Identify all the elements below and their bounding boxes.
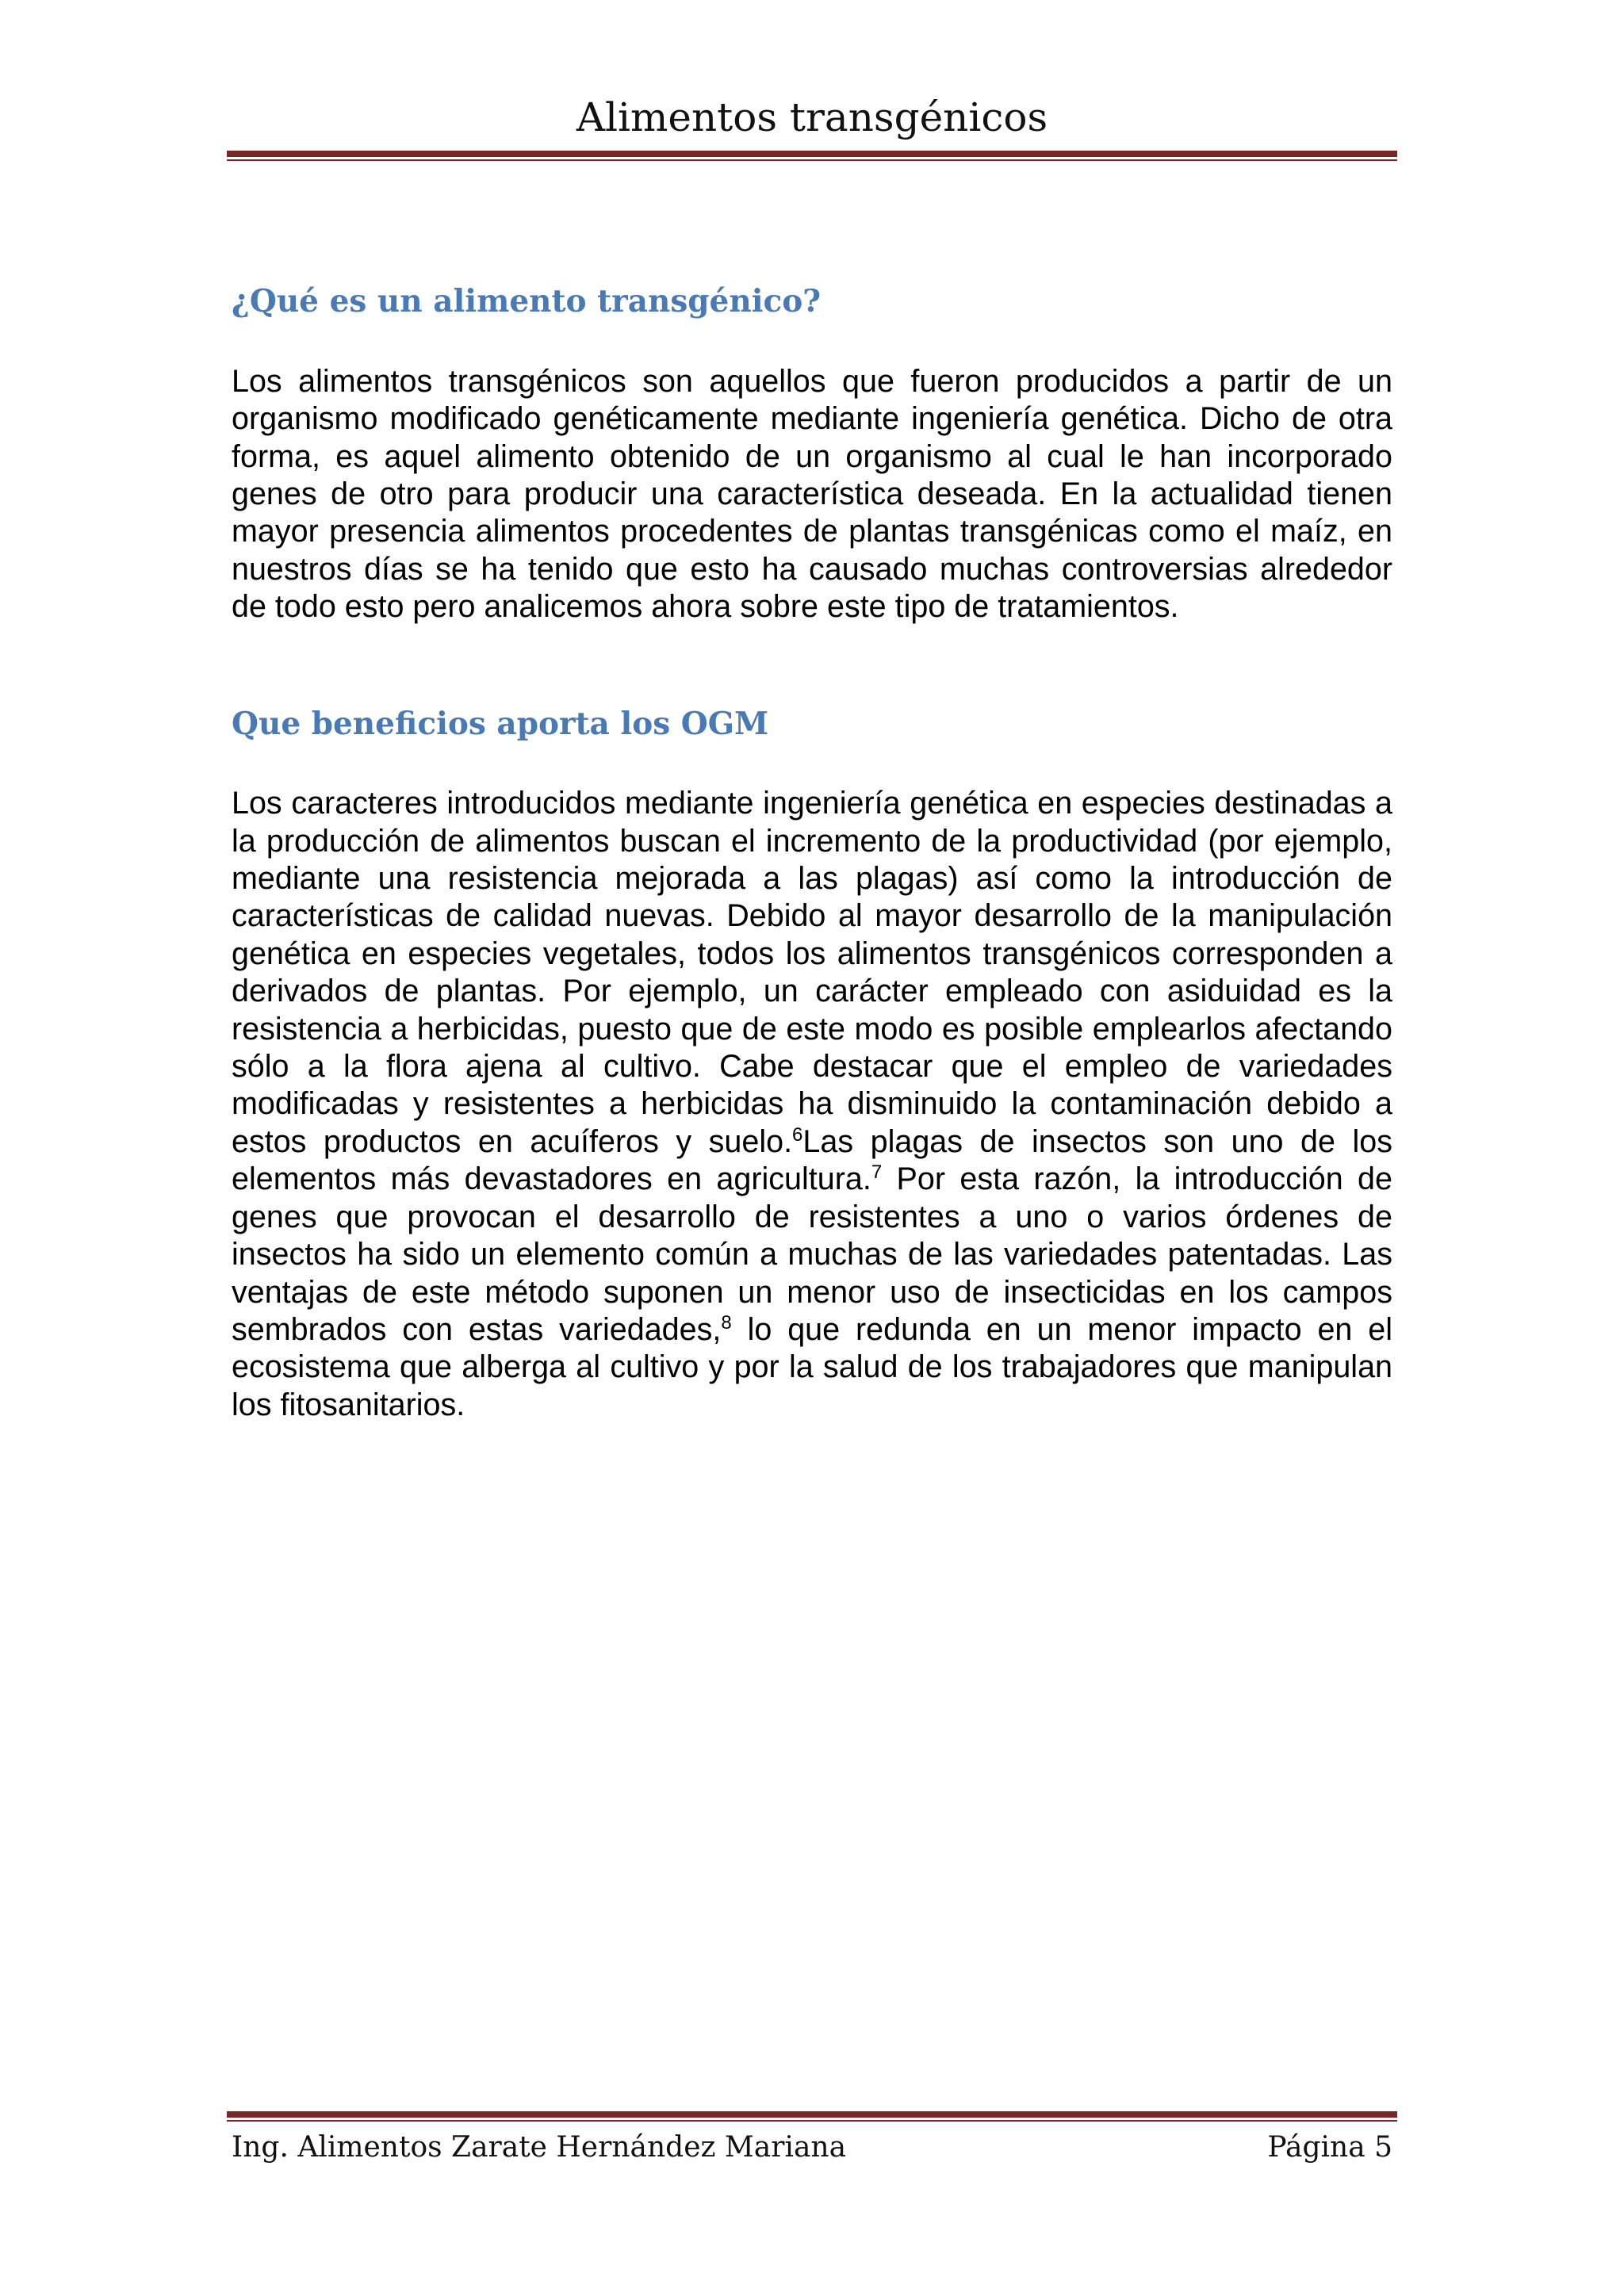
- section-heading: ¿Qué es un alimento transgénico?: [232, 283, 822, 320]
- header-title: Alimentos transgénicos: [576, 94, 1048, 140]
- footnote-ref[interactable]: 7: [871, 1161, 883, 1184]
- paragraph-text: Las plagas de insectos son uno de los elementos más devastadores en agricultura.: [232, 1123, 1392, 1197]
- section-paragraph: Los alimentos transgénicos son aquellos que fueron producidos a partir de un organismo modificado genéticamente mediante ingeniería genética. Dicho de otra forma, es aquel alimento obtenido de un organismo al cual le han incorporado genes de otro para producir una característica deseada. En la actualidad tienen mayor presencia alimentos procedentes de plantas transgénicas como el maíz, en nuestros días se ha tenido que esto ha causado muchas controversias alrededor de todo esto pero analicemos ahora sobre este tipo de tratamientos.: [232, 363, 1392, 625]
- footer: [232, 2131, 1392, 2164]
- document-body: [232, 281, 1392, 1424]
- footer-rule-thin: [227, 2120, 1397, 2122]
- paragraph-text: Los caracteres introducidos mediante ingeniería genética en especies destinadas a la producción de alimentos buscan el incremento de la productividad (por ejemplo, mediante una resistencia mejorada a las plagas) así como la introducción de características de calidad nuevas. Debido al mayor desarrollo de la manipulación genética en especies vegetales, todos los alimentos transgénicos corresponden a derivados de plantas. Por ejemplo, un carácter empleado con asiduidad es la resistencia a herbicidas, puesto que de este modo es posible emplearlos afectando sólo a la flora ajena al cultivo. Cabe destacar que el empleo de variedades modificadas y resistentes a herbicidas ha disminuido la contaminación debido a estos productos en acuíferos y suelo.: [232, 786, 1392, 1159]
- header-rule-thin: [227, 159, 1397, 161]
- section-paragraph: [232, 785, 1392, 1424]
- footer-rule: [227, 2111, 1397, 2122]
- paragraph-text: lo que redunda en un menor impacto en el ecosistema que alberga al cultivo y por la salud de los trabajadores que manipulan los fitosanitarios.: [232, 1311, 1393, 1422]
- header-rule-thick: [227, 151, 1397, 157]
- footer-author: Ing. Alimentos Zarate Hernández Mariana: [232, 2131, 847, 2164]
- footnote-ref[interactable]: 6: [792, 1123, 803, 1146]
- section-benefits: [232, 704, 1392, 1425]
- section-heading: Que beneficios aporta los OGM: [232, 705, 769, 742]
- paragraph-text: Por esta razón, la introducción de genes que provocan el desarrollo de resistentes a uno o varios órdenes de insectos ha sido un elemento común a muchas de las variedades patentadas. Las ventajas de este método suponen un menor uso de insecticidas en los campos sembrados con estas variedades,: [232, 1161, 1392, 1347]
- header-rule: [227, 151, 1397, 161]
- footer-rule-thick: [227, 2111, 1397, 2118]
- section-what-is: [232, 281, 1392, 626]
- footnote-ref[interactable]: 8: [721, 1311, 732, 1334]
- page-number: Página 5: [1267, 2131, 1392, 2164]
